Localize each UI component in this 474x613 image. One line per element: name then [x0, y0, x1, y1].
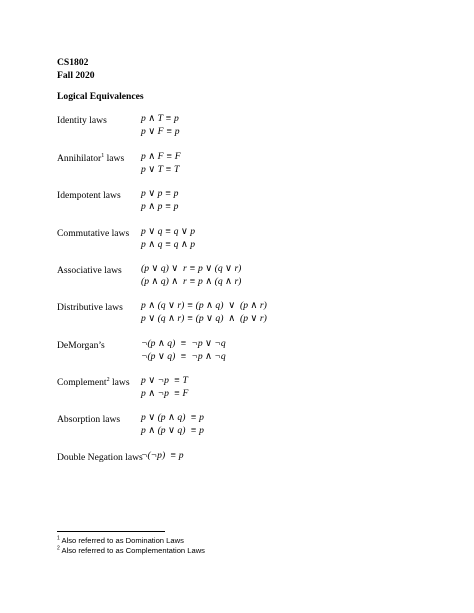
- footnote-1: $^1$ Also referred to as Domination Laws: [57, 535, 184, 545]
- course-term: Fall 2020: [57, 70, 95, 81]
- law-name-demorgan: DeMorgan’s: [57, 340, 105, 351]
- law-name-idempotent: Idempotent laws: [57, 190, 121, 201]
- law-name-absorption: Absorption laws: [57, 414, 121, 425]
- formula-block-complement: [141, 374, 188, 400]
- formula: p ∧ (q ∨ r) ≡ (p ∧ q) ∨ (p ∧ r): [141, 300, 267, 311]
- formula-block-double-negation: [141, 449, 184, 462]
- formula: p ∨ F ≡ p: [141, 126, 180, 137]
- law-name-commutative: Commutative laws: [57, 228, 130, 239]
- footnote-ref: 2: [106, 376, 110, 383]
- formula-block-demorgan: [141, 337, 226, 363]
- footnote-2: $^2$ Also referred to as Complementation Laws: [57, 545, 205, 555]
- formula: p ∨ ¬p ≡ T: [141, 375, 188, 386]
- formula: p ∨ (p ∧ q) ≡ p: [141, 412, 204, 423]
- formula: p ∨ T ≡ T: [141, 164, 180, 175]
- law-name-complement: Complement$^2$ laws: [57, 376, 130, 388]
- formula: p ∧ T ≡ p: [141, 113, 179, 124]
- course-code: CS1802: [57, 57, 89, 68]
- formula: p ∧ F ≡ F: [141, 151, 181, 162]
- formula: p ∨ p ≡ p: [141, 188, 179, 199]
- formula: ¬(p ∧ q) ≡ ¬p ∨ ¬q: [141, 338, 226, 349]
- formula: p ∨ q ≡ q ∨ p: [141, 226, 196, 237]
- formula: ¬(¬p) ≡ p: [141, 450, 184, 461]
- formula-block-associative: [141, 262, 241, 288]
- formula-block-annihilator: [141, 150, 181, 176]
- formula: ¬(p ∨ q) ≡ ¬p ∧ ¬q: [141, 351, 226, 362]
- formula-block-commutative: [141, 225, 195, 251]
- formula-block-identity: [141, 112, 180, 138]
- formula-block-absorption: [141, 411, 204, 437]
- formula: (p ∨ q) ∨ r ≡ p ∨ (q ∨ r): [141, 263, 242, 274]
- formula-block-distributive: [141, 299, 267, 325]
- law-name-identity: Identity laws: [57, 115, 107, 126]
- law-name-annihilator: Annihilator$^1$ laws: [57, 152, 125, 164]
- formula: p ∨ (q ∧ r) ≡ (p ∨ q) ∧ (p ∨ r): [141, 313, 267, 324]
- law-name-distributive: Distributive laws: [57, 302, 123, 313]
- formula: p ∧ (p ∨ q) ≡ p: [141, 425, 204, 436]
- formula: p ∧ p ≡ p: [141, 201, 179, 212]
- formula: (p ∧ q) ∧ r ≡ p ∧ (q ∧ r): [141, 276, 242, 287]
- page-title: Logical Equivalences: [57, 91, 144, 102]
- course-header: [57, 56, 95, 82]
- law-name-double-negation: Double Negation laws: [57, 452, 143, 463]
- footnote-rule: [57, 531, 165, 532]
- formula: p ∧ q ≡ q ∧ p: [141, 239, 196, 250]
- formula-block-idempotent: [141, 187, 178, 213]
- formula: p ∧ ¬p ≡ F: [141, 388, 189, 399]
- law-name-associative: Associative laws: [57, 265, 122, 276]
- footnote-ref: 1: [101, 152, 105, 159]
- footnotes: [57, 536, 205, 556]
